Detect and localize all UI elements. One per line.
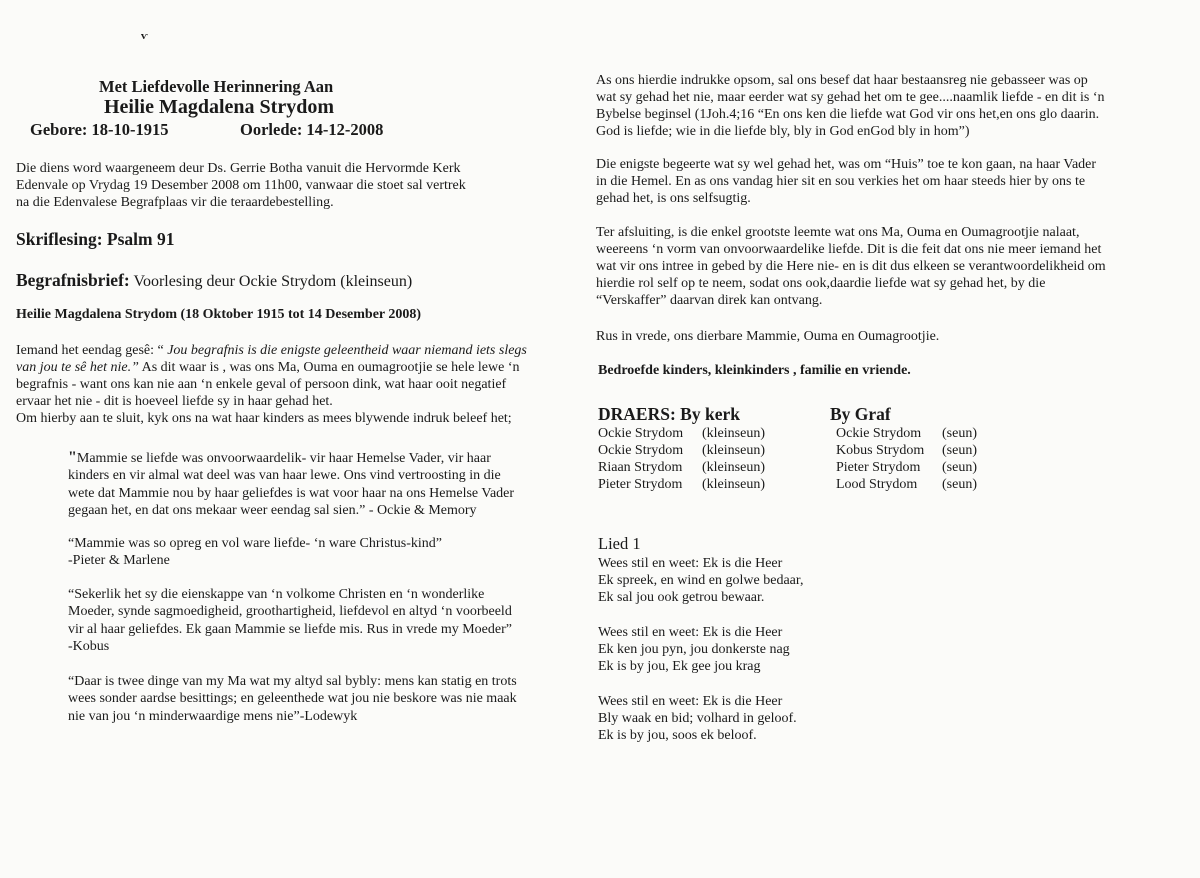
scripture-reading: Skriflesing: Psalm 91: [16, 229, 175, 249]
song-line: Wees stil en weet: Ek is die Heer: [598, 625, 783, 640]
song-line: Ek is by jou, soos ek beloof.: [598, 728, 757, 743]
intro-quote-text: Jou begrafnis is die enigste geleentheid waar niemand iets slegs: [163, 343, 527, 358]
desire-line: gehad het, is ons selfsugtig.: [596, 191, 751, 206]
deceased-name: Heilie Magdalena Strydom: [104, 96, 334, 118]
bearers-church: [598, 404, 765, 493]
quote-line: -Kobus: [68, 638, 110, 654]
song-title: Lied 1: [598, 534, 641, 553]
closing-line: Ter afsluiting, is die enkel grootste leemte wat ons Ma, Ouma en Oumagrootjie nalaat,: [596, 225, 1080, 240]
tribute-quote-3: [68, 586, 512, 655]
summary-line: God is liefde; wie in die liefde bly, bly in God enGod bly in hom”): [596, 124, 970, 139]
death-date: Oorlede: 14-12-2008: [240, 120, 384, 139]
bearer-name: Riaan Strydom: [598, 460, 683, 475]
funeral-letter-heading: [16, 270, 412, 291]
decorative-mark: ѵ: [141, 30, 148, 42]
bearer-name: Ockie Strydom: [836, 426, 922, 441]
intro-line: [16, 342, 527, 359]
bearers-church-table: [598, 425, 765, 493]
bearers-grave-table: [836, 425, 977, 493]
quote-line: -Pieter & Marlene: [68, 553, 170, 569]
closing-paragraph: [596, 224, 1106, 309]
quote-line: “Sekerlik het sy die eienskappe van ‘n volkome Christen en ‘n wonderlike: [68, 587, 485, 602]
dedication-line: Met Liefdevolle Herinnering Aan: [99, 77, 334, 96]
quote-line: kinders en vir almal wat deel was van haar lewe. Ons vind vertroosting in die: [68, 468, 501, 484]
table-row: [598, 459, 765, 476]
bearer-relation: (seun): [942, 460, 977, 475]
service-line: Die diens word waargeneem deur Ds. Gerrie Botha vanuit die Hervormde Kerk: [16, 161, 461, 176]
intro-line: Om hierby aan te sluit, kyk ons na wat haar kinders as mees blywende indruk beleef het;: [16, 411, 512, 426]
bearer-name: Ockie Strydom: [598, 443, 684, 458]
summary-line: wat sy gehad het nie, maar eerder wat sy gehad het om te gee....naamlik liefde - en dit is ‘n: [596, 90, 1105, 105]
quote-line: “Mammie was so opreg en vol ware liefde- ‘n ware Christus-kind”: [68, 536, 442, 551]
quote-line: “Daar is twee dinge van my Ma wat my altyd sal bybly: mens kan statig en trots: [68, 674, 517, 689]
intro-quote-text: van jou te sê het nie.”: [16, 360, 139, 375]
open-quote-mark: ": [68, 449, 77, 466]
quote-line: gegaan het, en dat ons mekaar weer eendag sal sien.” - Ockie & Memory: [68, 502, 477, 518]
intro-line: ervaar het nie - dit is hoeveel liefde sy in haar gehad het.: [16, 394, 333, 409]
summary-line: Bybelse beginsel (1Joh.4;16 “En ons ken die liefde wat God vir ons het,en ons glo daarin.: [596, 107, 1100, 122]
quote-line: [68, 449, 514, 467]
quote-line: nie van jou ‘n minderwaardige mens nie”-Lodewyk: [68, 708, 358, 724]
tribute-quote-4: [68, 673, 517, 725]
song-stanza-1: [598, 555, 803, 606]
quote-line: wete dat Mammie nou by haar geliefdes is wat voor haar na ons Hemelse Vader: [68, 485, 515, 501]
birth-date: Gebore: 18-10-1915: [30, 120, 169, 139]
table-row: [598, 476, 765, 493]
quote-line: Moeder, synde sagmoedigheid, groothartigheid, liefdevol en altyd ‘n voorbeeld: [68, 604, 512, 620]
song-line: Wees stil en weet: Ek is die Heer: [598, 556, 783, 571]
bearer-relation: (kleinseun): [702, 426, 765, 441]
desire-paragraph: [596, 156, 1096, 207]
bearer-relation: (kleinseun): [702, 443, 765, 458]
service-line: Edenvale op Vrydag 19 Desember 2008 om 11h00, vanwaar die stoet sal vertrek: [16, 178, 466, 193]
intro-text: Iemand het eendag gesê: “: [16, 343, 164, 358]
desire-line: in die Hemel. En as ons vandag hier sit en sou verkies het om haar steeds hier by ons te: [596, 174, 1086, 189]
mourners-line: Bedroefde kinders, kleinkinders , familie en vriende.: [598, 363, 911, 378]
rest-in-peace-line: [596, 328, 939, 345]
song-line: Ek sal jou ook getrou bewaar.: [598, 590, 765, 605]
table-row: [836, 425, 977, 442]
funeral-letter-reader: Voorlesing deur Ockie Strydom (kleinseun): [129, 273, 413, 290]
service-line: na die Edenvalese Begrafplaas vir die teraardebestelling.: [16, 195, 334, 210]
bearer-relation: (kleinseun): [702, 460, 765, 475]
bearer-name: Ockie Strydom: [598, 426, 684, 441]
table-row: [836, 459, 977, 476]
bearer-name: Pieter Strydom: [836, 460, 921, 475]
bearer-relation: (seun): [942, 426, 977, 441]
bearers-grave-title: By Graf: [830, 404, 891, 424]
table-row: [598, 425, 765, 442]
letter-subheading: Heilie Magdalena Strydom (18 Oktober 1915 tot 14 Desember 2008): [16, 307, 422, 322]
tribute-quote-2: [68, 535, 442, 570]
bearer-relation: (kleinseun): [702, 477, 765, 492]
song-stanza-2: [598, 624, 790, 675]
bearer-name: Kobus Strydom: [836, 443, 925, 458]
bearer-relation: (seun): [942, 477, 977, 492]
funeral-letter-label: Begrafnisbrief:: [16, 270, 130, 290]
rest-in-peace-text: Rus in vrede, ons dierbare Mammie, Ouma en Oumagrootjie.: [596, 329, 940, 344]
song-line: Ek ken jou pyn, jou donkerste nag: [598, 642, 790, 657]
closing-line: wat vir ons intree in gebed by die Here nie- en is dit dus elkeen se verantwoordelikheid om: [596, 259, 1106, 274]
bearer-name: Lood Strydom: [836, 477, 918, 492]
bearers-grave: [830, 404, 977, 493]
intro-line: [16, 359, 527, 376]
summary-line: As ons hierdie indrukke opsom, sal ons besef dat haar bestaansreg nie gebasseer was op: [596, 73, 1088, 88]
song-stanza-3: [598, 693, 797, 744]
song-line: Bly waak en bid; volhard in geloof.: [598, 711, 797, 726]
intro-line: begrafnis - want ons kan nie aan ‘n enkele geval of persoon dink, wat haar ooit negatief: [16, 377, 507, 392]
song-line: Wees stil en weet: Ek is die Heer: [598, 694, 783, 709]
tribute-quote-1: [68, 449, 514, 519]
quote-text: Mammie se liefde was onvoorwaardelik- vir haar Hemelse Vader, vir haar: [76, 451, 491, 466]
table-row: [836, 476, 977, 493]
song-line: Ek is by jou, Ek gee jou krag: [598, 659, 761, 674]
song-line: Ek spreek, en wind en golwe bedaar,: [598, 573, 804, 588]
bearers-church-title: DRAERS: By kerk: [598, 404, 740, 424]
desire-line: Die enigste begeerte wat sy wel gehad het, was om “Huis” toe te kon gaan, na haar Vader: [596, 157, 1097, 172]
intro-paragraph: [16, 342, 527, 427]
closing-line: “Verskaffer” daarvan direk kan ontvang.: [596, 293, 823, 308]
quote-line: wees sonder aardse besittings; en geleenthede wat jou nie beskore was nie maak: [68, 691, 517, 707]
quote-line: vir al haar geliefdes. Ek gaan Mammie se liefde mis. Rus in vrede my Moeder”: [68, 621, 512, 637]
bearer-name: Pieter Strydom: [598, 477, 683, 492]
service-paragraph: [16, 160, 466, 211]
summary-paragraph: [596, 72, 1104, 140]
closing-line: weereens ‘n vorm van onvoorwaardelike liefde. Dit is die feit dat ons nie meer iemand het: [596, 242, 1102, 257]
closing-line: hierdie rol self op te neem, sodat ons ook,daardie liefde wat sy gehad het, by die: [596, 276, 1046, 291]
intro-text: As dit waar is , was ons Ma, Ouma en oumagrootjie se hele lewe ‘n: [138, 360, 520, 375]
bearer-relation: (seun): [942, 443, 977, 458]
table-row: [598, 442, 765, 459]
table-row: [836, 442, 977, 459]
